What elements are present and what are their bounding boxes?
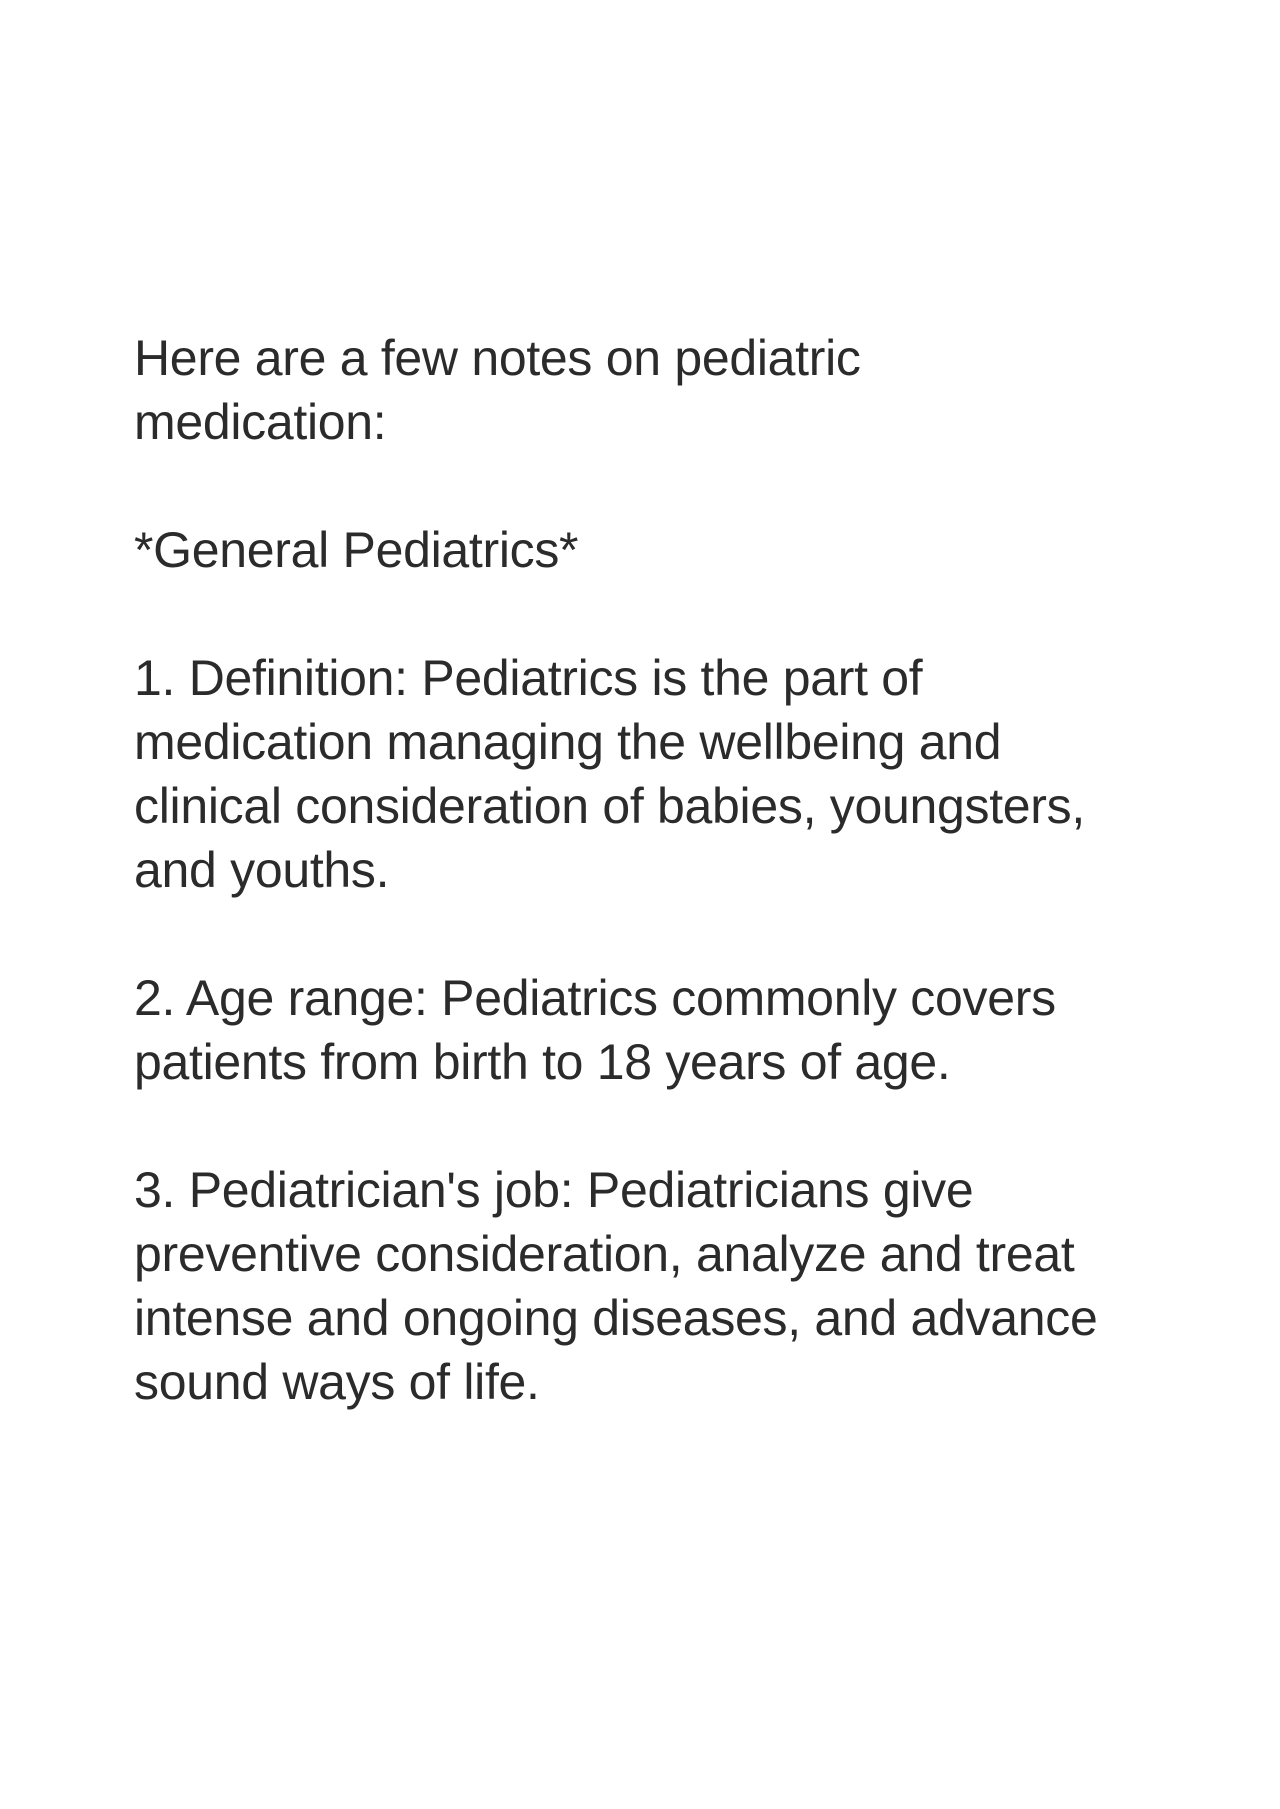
intro-line: Here are a few notes on pediatric [134, 330, 861, 386]
list-item-age-range [134, 966, 1194, 1094]
paragraph-gap [134, 1094, 1194, 1158]
paragraph-gap [134, 582, 1194, 646]
list-item-pediatrician-job [134, 1158, 1194, 1414]
intro-paragraph [134, 326, 1194, 454]
note-body [134, 326, 1194, 1414]
list-item-line: patients from birth to 18 years of age. [134, 1034, 951, 1090]
list-item-definition [134, 646, 1194, 902]
list-item-line: sound ways of life. [134, 1354, 540, 1410]
paragraph-gap [134, 454, 1194, 518]
list-item-line: preventive consideration, analyze and treat [134, 1226, 1075, 1282]
list-item-line: 3. Pediatrician's job: Pediatricians give [134, 1162, 974, 1218]
paragraph-gap [134, 902, 1194, 966]
list-item-line: 1. Definition: Pediatrics is the part of [134, 650, 923, 706]
list-item-line: clinical consideration of babies, youngsters, [134, 778, 1085, 834]
list-item-line: intense and ongoing diseases, and advance [134, 1290, 1098, 1346]
section-heading [134, 518, 1194, 582]
list-item-line: and youths. [134, 842, 390, 898]
intro-line: medication: [134, 394, 387, 450]
list-item-line: medication managing the wellbeing and [134, 714, 1002, 770]
heading-text: *General Pediatrics* [134, 522, 579, 578]
list-item-line: 2. Age range: Pediatrics commonly covers [134, 970, 1056, 1026]
